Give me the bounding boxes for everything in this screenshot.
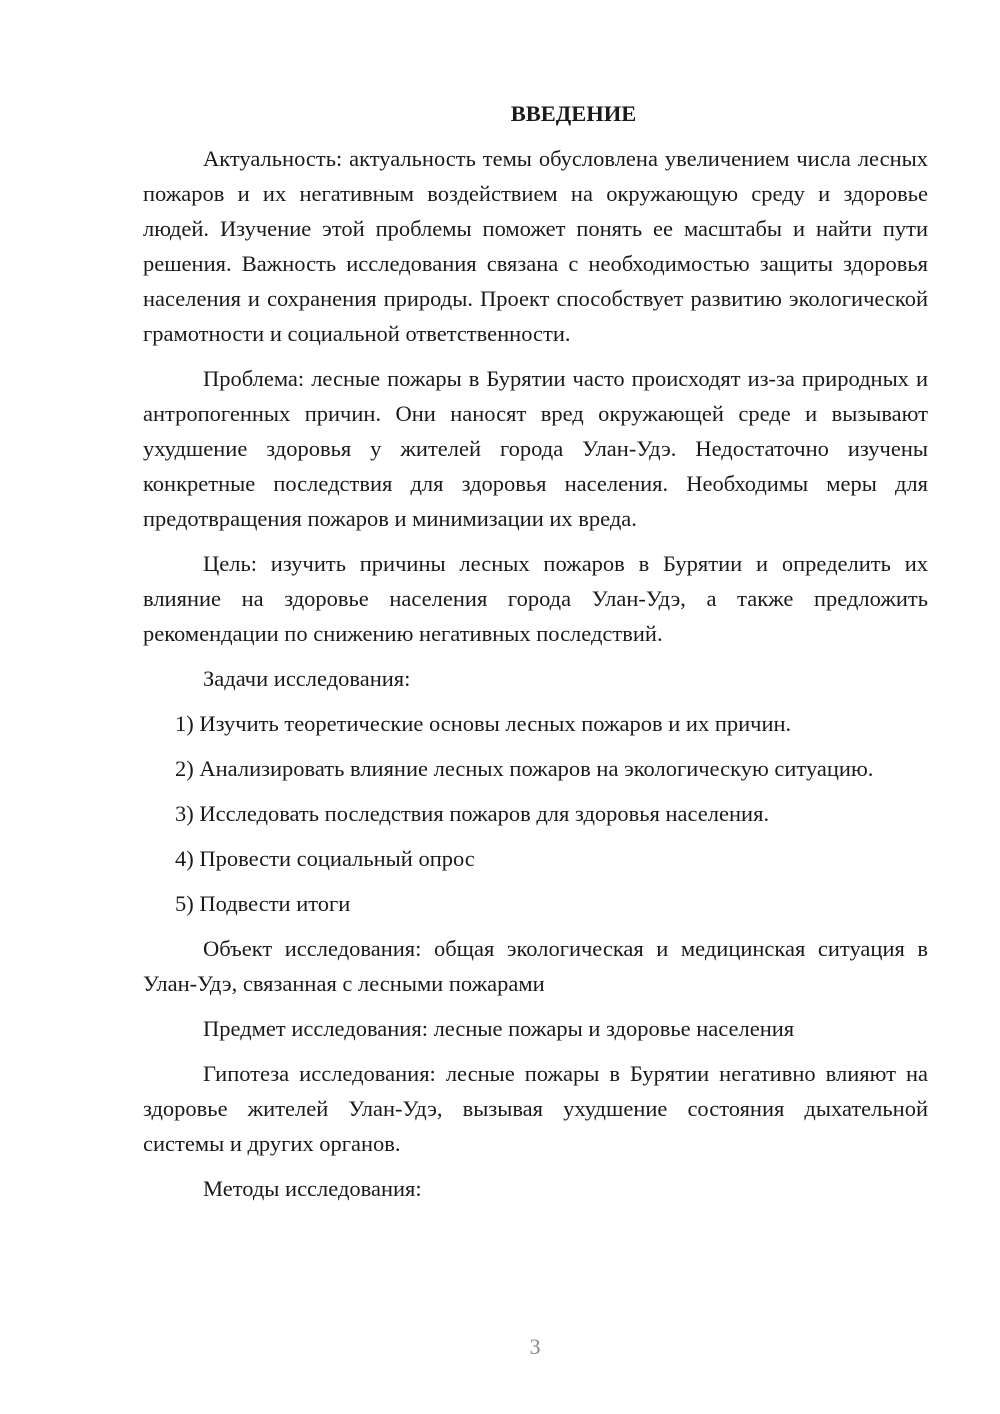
task-item-1: 1) Изучить теоретические основы лесных пожаров и их причин. [175, 711, 792, 736]
relevance-paragraph: Актуальность: актуальность темы обусловлена увеличением числа лесных пожаров и их негативным воздействием на окружающую среду и здоровье людей. Изучение этой проблемы поможет понять ее масштабы и найти пути решения. Важность исследования связана с необходимостью защиты здоровья населения и сохранения природы. Проект способствует развитию экологической грамотности и социальной ответственности. [143, 146, 928, 346]
hypothesis-paragraph: Гипотеза исследования: лесные пожары в Бурятии негативно влияют на здоровье жителей Улан-Удэ, вызывая ухудшение состояния дыхательной системы и других органов. [143, 1061, 928, 1156]
problem-paragraph: Проблема: лесные пожары в Бурятии часто происходят из-за природных и антропогенных причин. Они наносят вред окружающей среде и вызывают ухудшение здоровья у жителей города Улан-Удэ. Недостаточно изучены конкретные последствия для здоровья населения. Необходимы меры для предотвращения пожаров и минимизации их вреда. [143, 366, 928, 531]
subject-paragraph: Предмет исследования: лесные пожары и здоровье населения [203, 1016, 795, 1041]
page-content [143, 96, 928, 1216]
methods-heading: Методы исследования: [203, 1176, 422, 1201]
page-number: 3 [529, 1334, 541, 1359]
task-item-5: 5) Подвести итоги [175, 891, 351, 916]
task-item-3: 3) Исследовать последствия пожаров для здоровья населения. [175, 801, 770, 826]
tasks-heading: Задачи исследования: [203, 666, 411, 691]
goal-paragraph: Цель: изучить причины лесных пожаров в Бурятии и определить их влияние на здоровье населения города Улан-Удэ, а также предложить рекомендации по снижению негативных последствий. [143, 551, 928, 646]
task-item-2: 2) Анализировать влияние лесных пожаров на экологическую ситуацию. [175, 756, 874, 781]
task-item-4: 4) Провести социальный опрос [175, 846, 475, 871]
section-heading: ВВЕДЕНИЕ [510, 101, 637, 126]
object-paragraph: Объект исследования: общая экологическая и медицинская ситуация в Улан-Удэ, связанная с лесными пожарами [143, 936, 928, 996]
